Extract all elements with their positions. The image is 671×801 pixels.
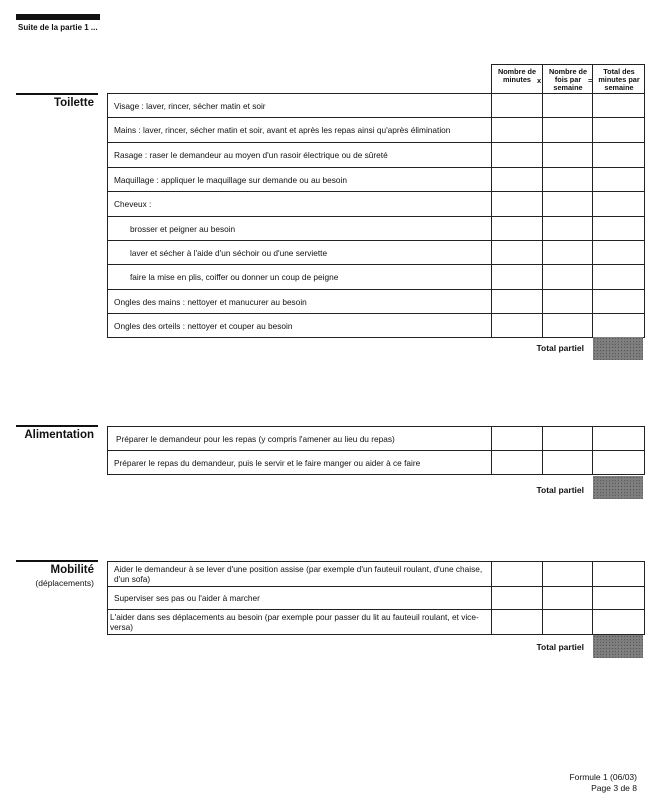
times-cell[interactable] — [543, 610, 593, 635]
minutes-cell[interactable] — [492, 241, 543, 265]
total-cell[interactable] — [593, 314, 645, 338]
mobilite-subtotal-shaded-cell — [593, 635, 643, 658]
table-row — [108, 314, 645, 338]
alimentation-title: Alimentation — [24, 429, 94, 441]
total-cell[interactable] — [593, 241, 645, 265]
times-cell[interactable] — [543, 217, 593, 241]
minutes-cell[interactable] — [492, 290, 543, 314]
table-row — [108, 290, 645, 314]
times-cell[interactable] — [543, 451, 593, 475]
toilette-header-row — [108, 65, 645, 94]
row-label: Ongles des orteils : nettoyer et couper au besoin — [108, 314, 492, 338]
total-cell[interactable] — [593, 143, 645, 168]
continuation-label: Suite de la partie 1 ... — [18, 23, 98, 32]
header-times-per-week: Nombre de fois par semaine — [548, 67, 588, 92]
minutes-cell[interactable] — [492, 118, 543, 143]
total-cell[interactable] — [593, 451, 645, 475]
minutes-cell[interactable] — [492, 587, 543, 610]
times-cell[interactable] — [543, 587, 593, 610]
alimentation-table — [107, 426, 645, 475]
row-label: Rasage : raser le demandeur au moyen d'un rasoir électrique ou de sûreté — [108, 143, 492, 168]
equals-symbol: = — [588, 76, 593, 85]
toilette-subtotal-shaded-cell — [593, 337, 643, 360]
row-label: Maquillage : appliquer le maquillage sur demande ou au besoin — [108, 168, 492, 192]
total-cell[interactable] — [593, 168, 645, 192]
mobilite-title: Mobilité — [50, 564, 94, 576]
table-row — [108, 610, 645, 635]
times-cell[interactable] — [543, 562, 593, 587]
row-label: Aider le demandeur à se lever d'une position assise (par exemple d'un fauteuil roulant, d'une chaise, d'un sofa) — [108, 562, 492, 587]
table-row — [108, 94, 645, 118]
times-cell[interactable] — [543, 314, 593, 338]
row-label: Visage : laver, rincer, sécher matin et soir — [108, 94, 492, 118]
table-row — [108, 143, 645, 168]
minutes-cell[interactable] — [492, 143, 543, 168]
alimentation-subtotal-label: Total partiel — [536, 485, 584, 495]
minutes-cell[interactable] — [492, 265, 543, 290]
row-label: brosser et peigner au besoin — [108, 217, 492, 241]
total-cell[interactable] — [593, 610, 645, 635]
header-total-minutes: Total des minutes par semaine — [598, 67, 640, 92]
minutes-cell[interactable] — [492, 217, 543, 241]
total-cell[interactable] — [593, 94, 645, 118]
times-cell[interactable] — [543, 118, 593, 143]
minutes-cell[interactable] — [492, 451, 543, 475]
table-row — [108, 192, 645, 217]
table-row — [108, 451, 645, 475]
mobilite-subtitle: (déplacements) — [35, 578, 94, 588]
minutes-cell[interactable] — [492, 314, 543, 338]
table-row — [108, 427, 645, 451]
total-cell[interactable] — [593, 587, 645, 610]
row-label: laver et sécher à l'aide d'un séchoir ou d'une serviette — [108, 241, 492, 265]
minutes-cell[interactable] — [492, 610, 543, 635]
row-label: Cheveux : — [108, 192, 492, 217]
total-cell[interactable] — [593, 217, 645, 241]
times-cell[interactable] — [543, 143, 593, 168]
table-row — [108, 241, 645, 265]
total-cell[interactable] — [593, 427, 645, 451]
minutes-cell[interactable] — [492, 94, 543, 118]
row-label: Préparer le repas du demandeur, puis le servir et le faire manger ou aider à ce faire — [108, 451, 492, 475]
alimentation-rule — [16, 425, 98, 427]
row-label: Superviser ses pas ou l'aider à marcher — [108, 587, 492, 610]
toilette-title: Toilette — [53, 97, 94, 109]
table-row — [108, 587, 645, 610]
row-label: L'aider dans ses déplacements au besoin (par exemple pour passer du lit au fauteuil roulant, et vice-versa) — [108, 610, 492, 635]
minutes-cell[interactable] — [492, 168, 543, 192]
times-cell[interactable] — [543, 168, 593, 192]
times-cell[interactable] — [543, 241, 593, 265]
minutes-cell[interactable] — [492, 562, 543, 587]
table-row — [108, 265, 645, 290]
header-bar — [16, 14, 100, 20]
toilette-subtotal-label: Total partiel — [536, 343, 584, 353]
mobilite-rule — [16, 560, 98, 562]
total-cell[interactable] — [593, 265, 645, 290]
page-number: Page 3 de 8 — [591, 783, 637, 793]
header-minutes: Nombre de minutes — [497, 67, 537, 84]
mobilite-subtotal-label: Total partiel — [536, 642, 584, 652]
minutes-cell[interactable] — [492, 192, 543, 217]
times-cell[interactable] — [543, 94, 593, 118]
table-row — [108, 562, 645, 587]
times-cell[interactable] — [543, 290, 593, 314]
table-row — [108, 217, 645, 241]
multiply-symbol: x — [537, 76, 542, 85]
table-row — [108, 118, 645, 143]
toilette-rule — [16, 93, 98, 95]
row-label: Préparer le demandeur pour les repas (y compris l'amener au lieu du repas) — [108, 427, 492, 451]
row-label: faire la mise en plis, coiffer ou donner un coup de peigne — [108, 265, 492, 290]
times-cell[interactable] — [543, 265, 593, 290]
mobilite-table — [107, 561, 645, 635]
total-cell[interactable] — [593, 192, 645, 217]
total-cell[interactable] — [593, 562, 645, 587]
table-row — [108, 168, 645, 192]
row-label: Mains : laver, rincer, sécher matin et soir, avant et après les repas ainsi qu'après élimination — [108, 118, 492, 143]
minutes-cell[interactable] — [492, 427, 543, 451]
times-cell[interactable] — [543, 192, 593, 217]
times-cell[interactable] — [543, 427, 593, 451]
alimentation-subtotal-shaded-cell — [593, 476, 643, 499]
form-number: Formule 1 (06/03) — [569, 772, 637, 782]
toilette-table — [107, 64, 645, 338]
total-cell[interactable] — [593, 118, 645, 143]
row-label: Ongles des mains : nettoyer et manucurer au besoin — [108, 290, 492, 314]
total-cell[interactable] — [593, 290, 645, 314]
